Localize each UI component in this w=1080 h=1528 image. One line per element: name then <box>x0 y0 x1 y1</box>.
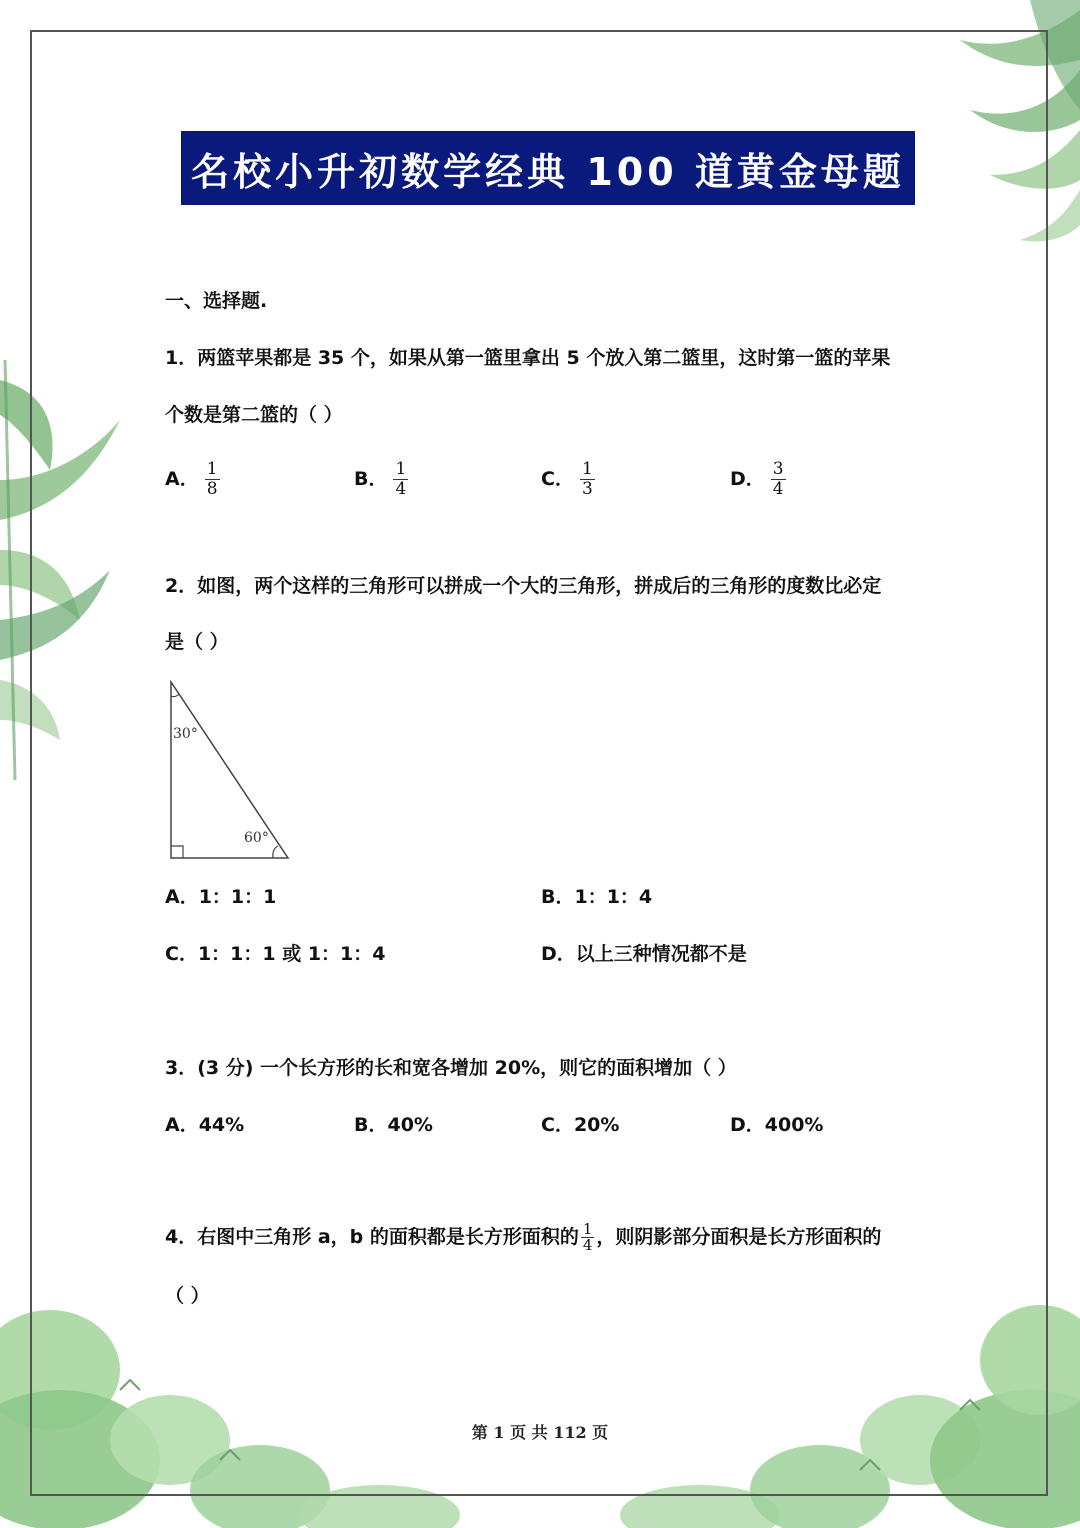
q3-option-b[interactable]: B．40% <box>354 1114 433 1136</box>
option-label: B． <box>354 468 388 490</box>
q4-text-part2: ，则阴影部分面积是长方形面积的 <box>596 1226 882 1248</box>
q4-text-part1: 4．右图中三角形 a，b 的面积都是长方形面积的 <box>165 1226 579 1248</box>
fraction-denominator: 8 <box>206 479 218 499</box>
q1-text-line1: 1．两篮苹果都是 35 个，如果从第一篮里拿出 5 个放入第二篮里，这时第一篮的苹果 <box>165 347 891 369</box>
right-angle-mark <box>171 846 183 858</box>
q2-option-a[interactable]: A．1：1：1 <box>165 886 277 908</box>
q3-text: 3．(3 分) 一个长方形的长和宽各增加 20%，则它的面积增加（ ） <box>165 1057 737 1079</box>
fraction <box>393 460 408 499</box>
page-footer: 第 1 页 共 112 页 <box>471 1423 609 1442</box>
triangle-figure <box>160 676 300 866</box>
fraction-numerator: 1 <box>582 1220 593 1238</box>
fraction <box>581 1222 595 1253</box>
q1-option-b[interactable] <box>354 460 408 499</box>
angle-label-60: 60° <box>244 830 269 846</box>
q1-option-a[interactable] <box>165 460 220 499</box>
fraction-numerator: 1 <box>206 459 218 479</box>
q1-option-d[interactable] <box>730 460 786 499</box>
fraction-numerator: 3 <box>772 459 784 479</box>
triangle-shape <box>171 682 288 858</box>
section-heading: 一、选择题. <box>165 290 268 312</box>
q2-text-line2: 是（ ） <box>165 631 229 653</box>
fraction-denominator: 4 <box>582 1236 593 1254</box>
option-label: D． <box>730 468 765 490</box>
q2-option-d[interactable]: D．以上三种情况都不是 <box>541 943 747 965</box>
q2-option-b[interactable]: B．1：1：4 <box>541 886 653 908</box>
fraction-numerator: 1 <box>395 459 407 479</box>
angle-label-30: 30° <box>173 726 198 742</box>
bottom-angle-arc <box>273 846 278 858</box>
top-angle-arc <box>171 694 179 697</box>
q3-option-d[interactable]: D．400% <box>730 1114 824 1136</box>
page-title: 名校小升初数学经典 100 道黄金母题 <box>191 149 905 194</box>
q1-text-line2: 个数是第二篮的（ ） <box>165 404 343 426</box>
q2-option-c[interactable]: C．1：1：1 或 1：1：4 <box>165 943 386 965</box>
option-label: C． <box>541 468 574 490</box>
option-label: A． <box>165 468 199 490</box>
q4-text-line2: （ ） <box>165 1285 210 1307</box>
fraction <box>771 460 786 499</box>
fraction <box>205 460 220 499</box>
title-banner <box>181 131 915 205</box>
fraction-numerator: 1 <box>581 459 593 479</box>
fraction-denominator: 3 <box>581 479 593 499</box>
fraction <box>580 460 595 499</box>
fraction-denominator: 4 <box>395 479 407 499</box>
q4-text-line1 <box>165 1222 881 1253</box>
fraction-denominator: 4 <box>772 479 784 499</box>
q1-option-c[interactable] <box>541 460 595 499</box>
q2-text-line1: 2．如图，两个这样的三角形可以拼成一个大的三角形，拼成后的三角形的度数比必定 <box>165 575 882 597</box>
q3-option-a[interactable]: A．44% <box>165 1114 245 1136</box>
q3-option-c[interactable]: C．20% <box>541 1114 620 1136</box>
